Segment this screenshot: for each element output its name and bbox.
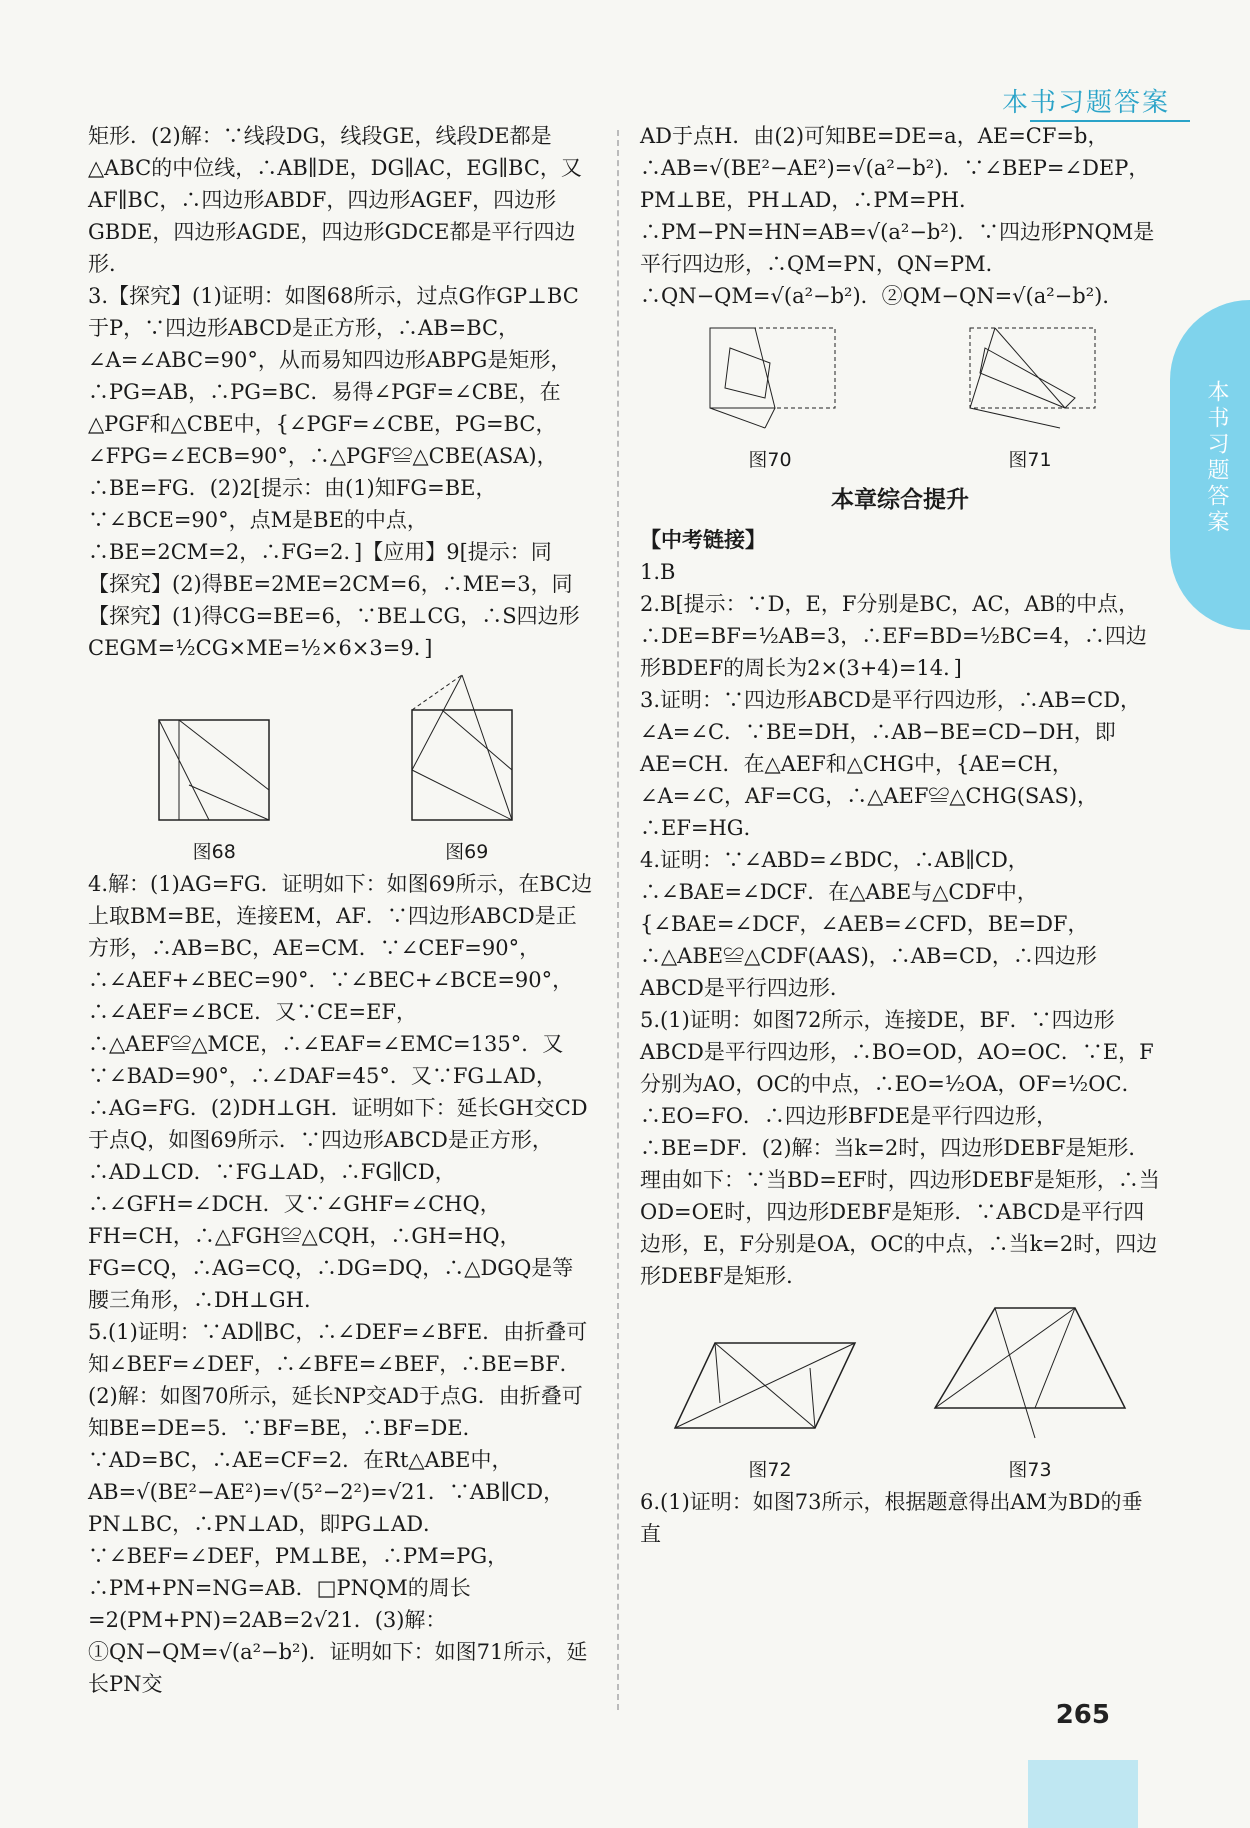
answer-paragraph: 4.证明：∵∠ABD=∠BDC，∴AB∥CD，∴∠BAE=∠DCF．在△ABE与△CDF中，{∠BAE=∠DCF，∠AEB=∠CFD，BE=DF，∴△ABE≌△CDF(AAS)，∴AB=CD，∴四边形ABCD是平行四边形．: [640, 848, 1097, 1000]
answer-paragraph: 3.证明：∵四边形ABCD是平行四边形，∴AB=CD，∠A=∠C．∵BE=DH，∴AB−BE=CD−DH，即AE=CH．在△AEF和△CHG中，{AE=CH，∠A=∠C，AF=CG，∴△AEF≌△CHG(SAS)，∴EF=HG．: [640, 688, 1142, 840]
subsection-tag: 【中考链接】: [640, 528, 766, 552]
figure-72: [665, 1322, 875, 1486]
figure-72-caption: 图72: [748, 1459, 792, 1481]
answer-paragraph: 1.B: [640, 560, 676, 584]
page-number: 265: [1055, 1700, 1110, 1730]
figure-71: [955, 312, 1105, 476]
answer-paragraph: 4.解：(1)AG=FG．证明如下：如图69所示，在BC边上取BM=BE，连接EM，AF．∵四边形ABCD是正方形，∴AB=BC，AE=CM．∵∠CEF=90°，∴∠AEF+∠BEC=90°．∵∠BEC+∠BCE=90°，∴∠AEF=∠BCE．又∵CE=EF，∴△AEF≌△MCE，∴∠EAF=∠EMC=135°．又∵∠BAD=90°，∴∠DAF=45°．又∵FG⊥AD，∴AG=FG．(2)DH⊥GH．证明如下：延长GH交CD于点Q，如图69所示．∵四边形ABCD是正方形，∴AD⊥CD．∵FG⊥AD，∴FG∥CD，∴∠GFH=∠DCH．又∵∠GHF=∠CHQ，FH=CH，∴△FGH≌△CQH，∴GH=HQ，FG=CQ，∴AG=CQ，∴DG=DQ，∴△DGQ是等腰三角形，∴DH⊥GH．: [88, 872, 593, 1312]
figure-70-drawing: [695, 318, 845, 438]
left-column: [88, 120, 593, 1700]
figure-69-drawing: [392, 670, 542, 830]
figure-71-caption: 图71: [1008, 449, 1052, 471]
figure-row-72-73: [640, 1292, 1160, 1486]
answer-paragraph: 矩形．(2)解：∵线段DG，线段GE，线段DE都是△ABC的中位线，∴AB∥DE，DG∥AC，EG∥BC，又AF∥BC，∴四边形ABDF，四边形AGEF，四边形GBDE，四边形AGDE，四边形GDCE都是平行四边形．: [88, 124, 582, 276]
figure-73-caption: 图73: [1008, 1459, 1052, 1481]
figure-71-drawing: [955, 318, 1105, 438]
answer-paragraph: 2.B[提示：∵D，E，F分别是BC，AC，AB的中点，∴DE=BF=½AB=3，∴EF=BD=½BC=4，∴四边形BDEF的周长为2×(3+4)=14．]: [640, 592, 1147, 680]
figure-row-70-71: [640, 312, 1160, 476]
answer-paragraph: 3.【探究】(1)证明：如图68所示，过点G作GP⊥BC于P，∵四边形ABCD是正方形，∴AB=BC，∠A=∠ABC=90°，从而易知四边形ABPG是矩形，∴PG=AB，∴PG=BC．易得∠PGF=∠CBE，在△PGF和△CBE中，{∠PGF=∠CBE，PG=BC，∠FPG=∠ECB=90°，∴△PGF≌△CBE(ASA)，∴BE=FG．(2)2[提示：由(1)知FG=BE，∵∠BCE=90°，点M是BE的中点，∴BE=2CM=2，∴FG=2．]【应用】9[提示：同【探究】(2)得BE=2ME=2CM=6，∴ME=3，同【探究】(1)得CG=BE=6，∵BE⊥CG，∴S四边形CEGM=½CG×ME=½×6×3=9．]: [88, 284, 580, 660]
answer-paragraph: 6.(1)证明：如图73所示，根据题意得出AM为BD的垂直: [640, 1490, 1143, 1546]
answer-paragraph: 5.(1)证明：∵AD∥BC，∴∠DEF=∠BFE．由折叠可知∠BEF=∠DEF，∴∠BFE=∠BEF，∴BE=BF．(2)解：如图70所示，延长NP交AD于点G．由折叠可知BE=DE=5．∵BF=BE，∴BF=DE．∵AD=BC，∴AE=CF=2．在Rt△ABE中，AB=√(BE²−AE²)=√(5²−2²)=√21．∵AB∥CD，PN⊥BC，∴PN⊥AD，即PG⊥AD．∵∠BEF=∠DEF，PM⊥BE，∴PM=PG，∴PM+PN=NG=AB．□PNQM的周长=2(PM+PN)=2AB=2√21．(3)解：①QN−QM=√(a²−b²)．证明如下：如图71所示，延长PN交: [88, 1320, 588, 1696]
figure-68: [139, 694, 289, 868]
section-title: 本章综合提升: [831, 487, 969, 513]
figure-70: [695, 312, 845, 476]
right-column: [640, 120, 1160, 1550]
side-tab-label: 本书习题答案: [1204, 380, 1229, 536]
header-title: 本书习题答案: [1001, 88, 1170, 118]
figure-73-drawing: [925, 1298, 1135, 1448]
answer-paragraph: AD于点H．由(2)可知BE=DE=a，AE=CF=b，∴AB=√(BE²−AE²)=√(a²−b²)．∵∠BEP=∠DEP，PM⊥BE，PH⊥AD，∴PM=PH．∴PM−PN=HN=AB=√(a²−b²)．∵四边形PNQM是平行四边形，∴QM=PN，QN=PM．∴QN−QM=√(a²−b²)．②QM−QN=√(a²−b²)．: [640, 124, 1155, 308]
figure-70-caption: 图70: [748, 449, 792, 471]
figure-69: [392, 664, 542, 868]
answer-paragraph: 5.(1)证明：如图72所示，连接DE，BF．∵四边形ABCD是平行四边形，∴BO=OD，AO=OC．∵E，F分别为AO，OC的中点，∴EO=½OA，OF=½OC．∴EO=FO．∴四边形BFDE是平行四边形，∴BE=DF．(2)解：当k=2时，四边形DEBF是矩形．理由如下：∵当BD=EF时，四边形DEBF是矩形，∴当OD=OE时，四边形DEBF是矩形．∵ABCD是平行四边形，E，F分别是OA，OC的中点，∴当k=2时，四边形DEBF是矩形．: [640, 1008, 1160, 1288]
figure-row-68-69: [88, 664, 593, 868]
figure-68-caption: 图68: [192, 841, 236, 863]
figure-72-drawing: [665, 1328, 875, 1448]
figure-69-caption: 图69: [445, 841, 489, 863]
figure-73: [925, 1292, 1135, 1486]
figure-68-drawing: [139, 700, 289, 830]
column-divider: [617, 130, 619, 1710]
page-number-tab: [1028, 1760, 1138, 1828]
